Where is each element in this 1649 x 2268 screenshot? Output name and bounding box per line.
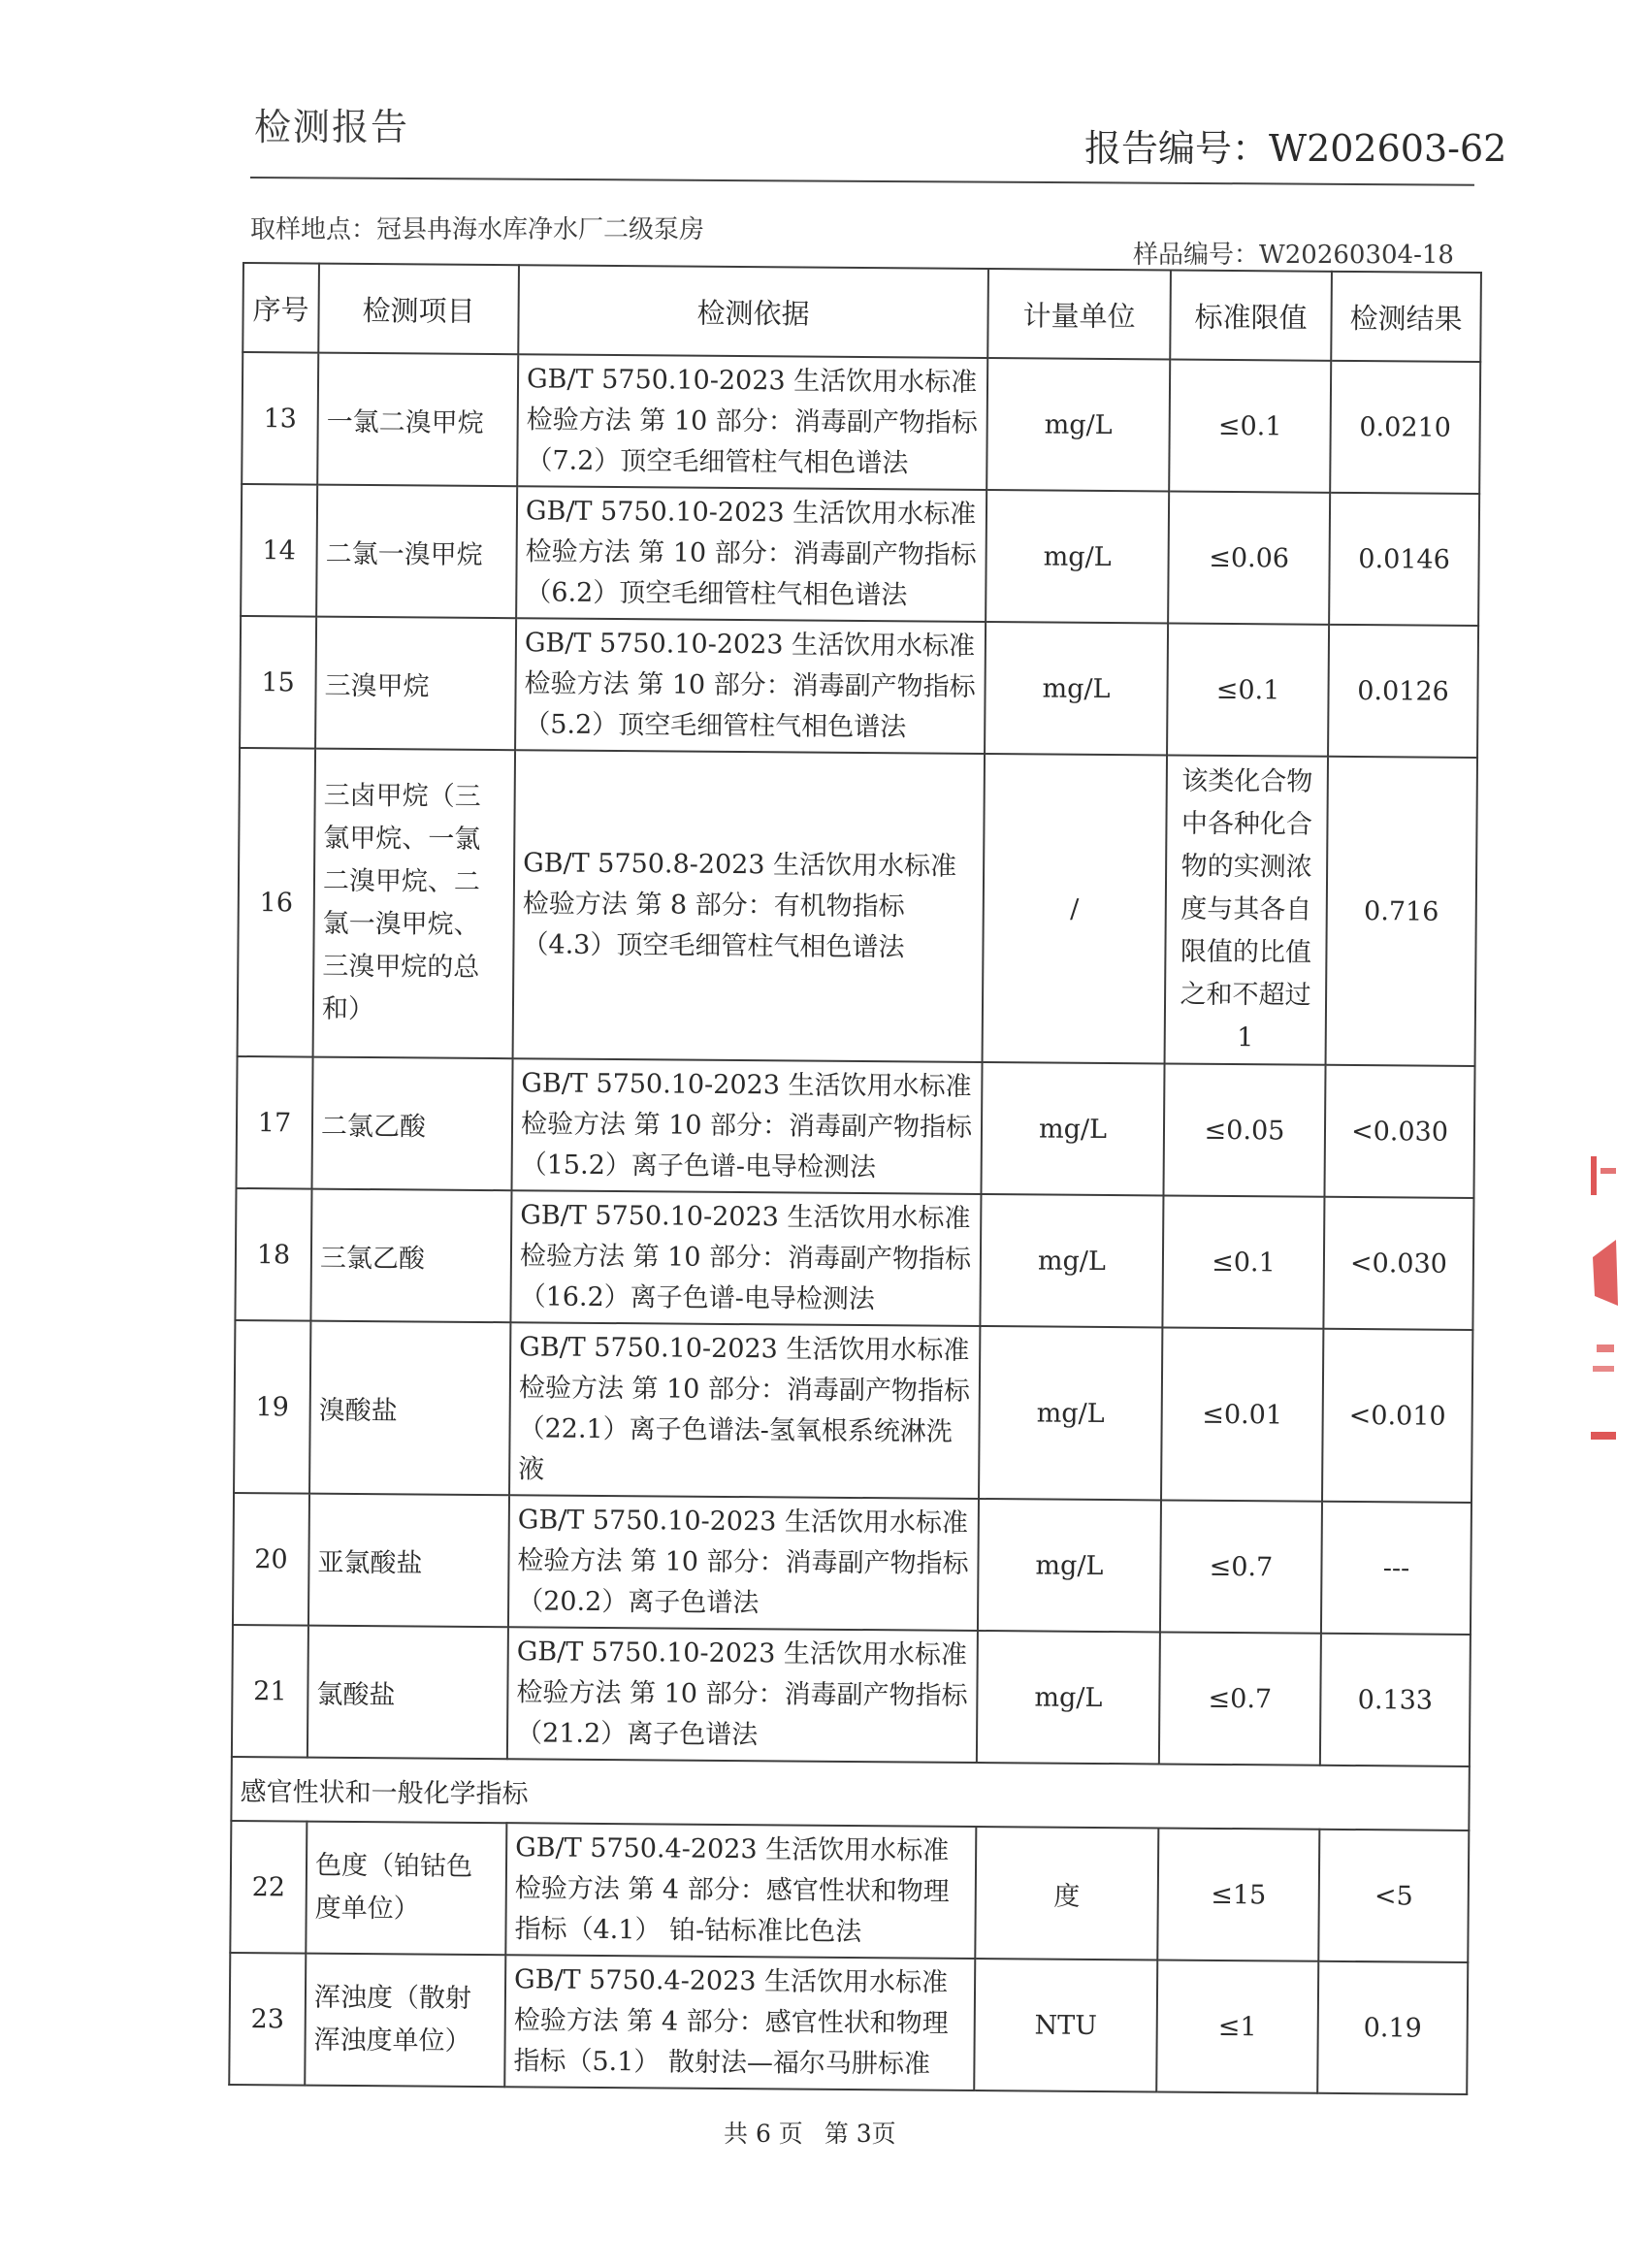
cell-result: 0.0146 — [1329, 493, 1479, 626]
table-row — [238, 748, 1477, 1066]
seal-mark — [1591, 1432, 1616, 1440]
sample-number-label: 样品编号： — [1133, 241, 1260, 270]
seal-mark — [1593, 1240, 1618, 1306]
cell-unit: mg/L — [985, 622, 1168, 755]
table-row — [235, 1188, 1473, 1330]
cell-no: 19 — [234, 1320, 310, 1494]
section-header-row — [231, 1757, 1469, 1831]
total-pages: 共 6 页 — [724, 2120, 803, 2148]
cell-limit: ≤0.1 — [1167, 624, 1329, 757]
cell-item: 三卤甲烷（三氯甲烷、一氯二溴甲烷、二氯一溴甲烷、三溴甲烷的总和） — [313, 749, 515, 1059]
col-header-result: 检测结果 — [1331, 272, 1481, 362]
cell-basis: GB/T 5750.10-2023 生活饮用水标准检验方法 第 10 部分：消毒副产物指标（5.2）顶空毛细管柱气相色谱法 — [515, 618, 986, 754]
cell-limit: ≤15 — [1157, 1828, 1319, 1960]
report-number-value: W202603-62 — [1269, 127, 1507, 170]
cell-unit: mg/L — [986, 358, 1170, 491]
cell-basis: GB/T 5750.4-2023 生活饮用水标准检验方法 第 4 部分：感官性状和物理指标（5.1） 散射法—福尔马肼标准 — [504, 1955, 975, 2090]
cell-unit: mg/L — [979, 1326, 1162, 1500]
cell-basis: GB/T 5750.10-2023 生活饮用水标准检验方法 第 10 部分：消毒副产物指标（16.2）离子色谱-电导检测法 — [510, 1190, 981, 1326]
current-page: 第 3页 — [824, 2120, 896, 2148]
page-footer — [724, 2115, 918, 2150]
seal-mark — [1597, 1345, 1614, 1352]
cell-basis: GB/T 5750.10-2023 生活饮用水标准检验方法 第 10 部分：消毒副产物指标（21.2）离子色谱法 — [507, 1627, 978, 1763]
cell-basis: GB/T 5750.10-2023 生活饮用水标准检验方法 第 10 部分：消毒副产物指标（15.2）离子色谱-电导检测法 — [511, 1058, 982, 1194]
sampling-location-value: 冠县冉海水库净水厂二级泵房 — [376, 215, 705, 244]
cell-no: 13 — [242, 352, 318, 485]
seal-mark — [1600, 1168, 1616, 1174]
cell-limit: ≤0.1 — [1169, 360, 1331, 493]
sample-number — [1133, 235, 1454, 271]
cell-no: 21 — [232, 1625, 308, 1758]
cell-item: 色度（铂钴色度单位） — [306, 1822, 506, 1956]
cell-basis: GB/T 5750.8-2023 生活饮用水标准检验方法 第 8 部分：有机物指标（4.3）顶空毛细管柱气相色谱法 — [513, 750, 985, 1062]
cell-result: <0.030 — [1324, 1065, 1474, 1198]
cell-limit: 该类化合物中各种化合物的实测浓度与其各自限值的比值之和不超过1 — [1165, 756, 1328, 1065]
cell-limit: ≤0.7 — [1160, 1500, 1322, 1633]
cell-basis: GB/T 5750.10-2023 生活饮用水标准检验方法 第 10 部分：消毒副产物指标（22.1）离子色谱法-氢氧根系统淋洗液 — [509, 1322, 980, 1499]
cell-result: <5 — [1318, 1830, 1469, 1962]
cell-unit: mg/L — [977, 1631, 1160, 1764]
report-number — [1084, 118, 1506, 172]
cell-limit: ≤0.1 — [1162, 1195, 1324, 1328]
table-row — [234, 1320, 1472, 1503]
table-row — [229, 1953, 1468, 2094]
cell-basis: GB/T 5750.10-2023 生活饮用水标准检验方法 第 10 部分：消毒副产物指标（6.2）顶空毛细管柱气相色谱法 — [516, 486, 986, 622]
col-header-no: 序号 — [242, 263, 319, 353]
cell-no: 15 — [240, 616, 316, 749]
cell-limit: ≤1 — [1156, 1960, 1318, 2092]
cell-result: <0.030 — [1323, 1197, 1473, 1330]
cell-item: 二氯一溴甲烷 — [316, 485, 517, 619]
cell-item: 三氯乙酸 — [310, 1189, 511, 1323]
cell-result: 0.133 — [1320, 1634, 1471, 1766]
cell-no: 16 — [238, 748, 315, 1057]
red-seal-fragment — [1587, 1150, 1620, 1451]
cell-no: 18 — [235, 1188, 311, 1321]
table-row — [230, 1821, 1469, 1962]
cell-item: 二氯乙酸 — [311, 1057, 512, 1191]
sampling-location — [250, 210, 704, 245]
cell-item: 三溴甲烷 — [315, 617, 516, 751]
cell-unit: / — [983, 754, 1167, 1063]
table-header-row — [242, 263, 1481, 362]
header-divider — [250, 177, 1474, 186]
document-title: 检测报告 — [254, 106, 410, 148]
table-row — [240, 616, 1478, 758]
seal-mark — [1593, 1366, 1614, 1372]
table-row — [242, 352, 1480, 494]
cell-basis: GB/T 5750.4-2023 生活饮用水标准检验方法 第 4 部分：感官性状和物理指标（4.1） 铂-钴标准比色法 — [505, 1823, 976, 1959]
cell-unit: mg/L — [986, 490, 1169, 623]
cell-unit: mg/L — [978, 1499, 1161, 1632]
cell-limit: ≤0.7 — [1159, 1632, 1321, 1765]
report-number-label: 报告编号： — [1084, 127, 1270, 170]
table-row — [236, 1056, 1474, 1198]
cell-basis: GB/T 5750.10-2023 生活饮用水标准检验方法 第 10 部分：消毒副产物指标（20.2）离子色谱法 — [508, 1495, 979, 1631]
results-table — [228, 262, 1482, 2095]
col-header-basis: 检测依据 — [518, 265, 988, 358]
table-row — [233, 1493, 1471, 1635]
cell-result: 0.19 — [1317, 1961, 1468, 2094]
cell-limit: ≤0.05 — [1163, 1063, 1325, 1196]
cell-unit: mg/L — [981, 1062, 1164, 1195]
cell-item: 浑浊度（散射浑浊度单位） — [305, 1954, 505, 2088]
cell-result: 0.0210 — [1330, 361, 1480, 494]
cell-item: 溴酸盐 — [309, 1321, 510, 1496]
cell-no: 17 — [236, 1056, 312, 1189]
table-row — [241, 484, 1479, 626]
col-header-item: 检测项目 — [318, 264, 519, 355]
cell-limit: ≤0.01 — [1161, 1327, 1323, 1501]
cell-no: 14 — [241, 484, 317, 617]
seal-mark — [1591, 1156, 1597, 1195]
cell-basis: GB/T 5750.10-2023 生活饮用水标准检验方法 第 10 部分：消毒副产物指标（7.2）顶空毛细管柱气相色谱法 — [517, 354, 987, 490]
cell-result: --- — [1321, 1502, 1471, 1635]
sample-number-value: W20260304-18 — [1259, 241, 1454, 270]
sampling-location-label: 取样地点： — [250, 215, 377, 244]
cell-limit: ≤0.06 — [1168, 492, 1330, 625]
col-header-unit: 计量单位 — [987, 269, 1171, 359]
cell-item: 亚氯酸盐 — [308, 1494, 509, 1628]
cell-unit: 度 — [975, 1827, 1158, 1960]
cell-result: 0.0126 — [1328, 625, 1478, 758]
cell-no: 20 — [233, 1493, 309, 1626]
cell-result: <0.010 — [1322, 1329, 1472, 1503]
cell-item: 一氯二溴甲烷 — [317, 353, 518, 487]
cell-unit: mg/L — [980, 1194, 1163, 1327]
cell-result: 0.716 — [1326, 757, 1477, 1066]
col-header-limit: 标准限值 — [1170, 271, 1332, 361]
section-title: 感官性状和一般化学指标 — [231, 1757, 1469, 1831]
cell-item: 氯酸盐 — [307, 1626, 508, 1760]
cell-no: 23 — [229, 1953, 306, 2086]
cell-no: 22 — [230, 1821, 307, 1954]
table-row — [232, 1625, 1471, 1766]
cell-unit: NTU — [974, 1959, 1157, 2091]
